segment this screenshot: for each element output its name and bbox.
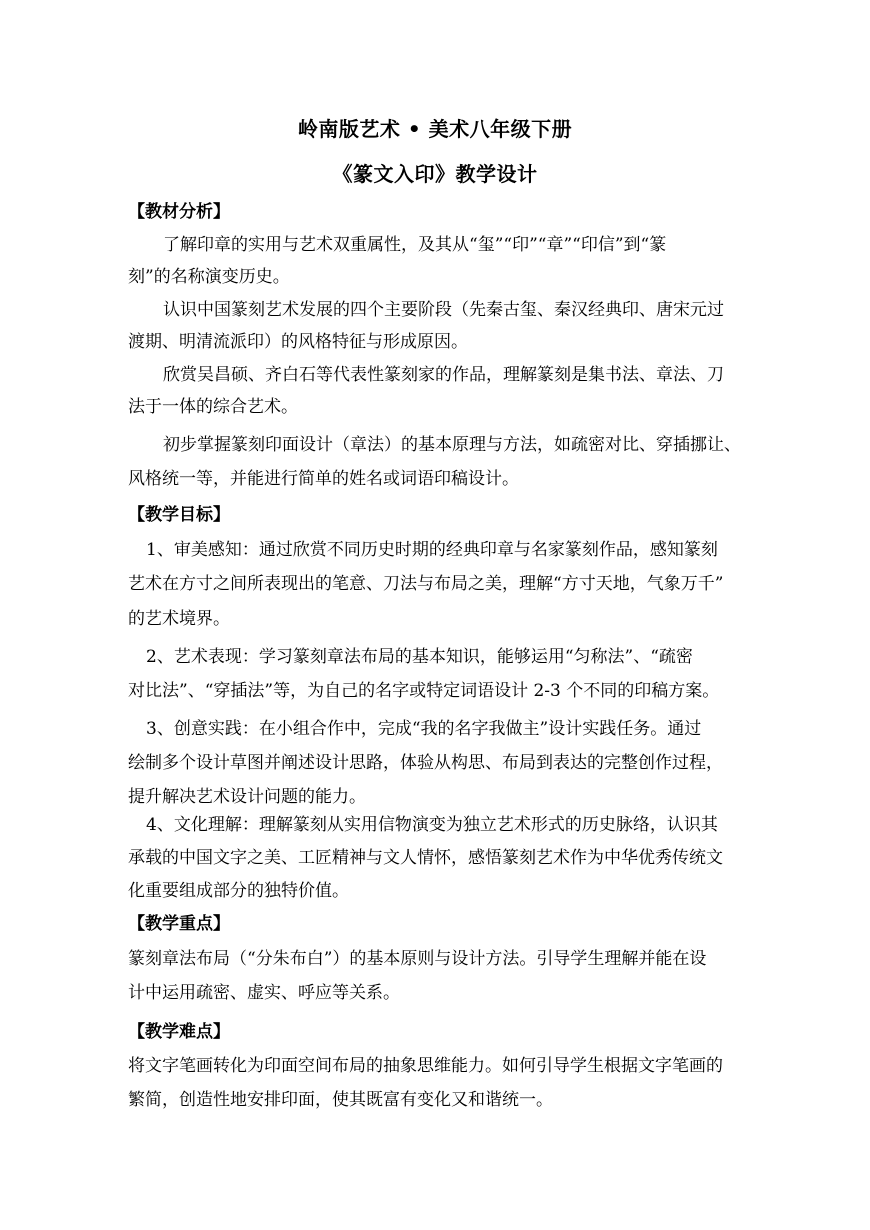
key-point-line: 计中运用疏密、虚实、呼应等关系。	[128, 983, 400, 1003]
analysis-line: 风格统一等，并能进行简单的姓名或词语印稿设计。	[128, 469, 519, 489]
goals-line: 绘制多个设计草图并阐述设计思路，体验从构思、布局到表达的完整创作过程，	[128, 753, 723, 773]
document-title: 岭南版艺术 • 美术八年级下册	[297, 117, 573, 141]
goals-line: 化重要组成部分的独特价值。	[128, 881, 349, 901]
section-heading-analysis: 【教材分析】	[128, 202, 230, 222]
section-heading-difficulty: 【教学难点】	[128, 1022, 230, 1042]
goals-line: 提升解决艺术设计问题的能力。	[128, 787, 366, 807]
goals-line: 4、文化理解：理解篆刻从实用信物演变为独立艺术形式的历史脉络，认识其	[146, 815, 718, 835]
document-subtitle: 《篆文入印》教学设计	[332, 162, 538, 186]
goals-line: 承载的中国文字之美、工匠精神与文人情怀，感悟篆刻艺术作为中华优秀传统文	[128, 848, 723, 868]
goals-line: 的艺术境界。	[128, 609, 230, 629]
difficulty-line: 将文字笔画转化为印面空间布局的抽象思维能力。如何引导学生根据文字笔画的	[128, 1056, 723, 1076]
section-heading-key-point: 【教学重点】	[128, 914, 230, 934]
goals-line: 3、创意实践：在小组合作中，完成“我的名字我做主”设计实践任务。通过	[146, 719, 702, 739]
analysis-line: 刻”的名称演变历史。	[128, 267, 290, 287]
analysis-line: 渡期、明清流派印）的风格特征与形成原因。	[128, 332, 468, 352]
analysis-line: 法于一体的综合艺术。	[128, 397, 298, 417]
analysis-line: 认识中国篆刻艺术发展的四个主要阶段（先秦古玺、秦汉经典印、唐宋元过	[163, 300, 724, 320]
key-point-line: 篆刻章法布局（“分朱布白”）的基本原则与设计方法。引导学生理解并能在设	[128, 949, 707, 969]
goals-line: 2、艺术表现：学习篆刻章法布局的基本知识，能够运用“匀称法”、“疏密	[146, 647, 693, 667]
goals-line: 艺术在方寸之间所表现出的笔意、刀法与布局之美，理解“方寸天地，气象万千”	[128, 574, 724, 594]
analysis-line: 初步掌握篆刻印面设计（章法）的基本原理与方法，如疏密对比、穿插挪让、	[163, 435, 741, 455]
analysis-line: 了解印章的实用与艺术双重属性，及其从“玺”“印”“章”“印信”到“篆	[163, 235, 667, 255]
goals-line: 对比法”、“穿插法”等，为自己的名字或特定词语设计 2-3 个不同的印稿方案。	[128, 681, 720, 701]
difficulty-line: 繁简，创造性地安排印面，使其既富有变化又和谐统一。	[128, 1090, 553, 1110]
goals-line: 1、审美感知：通过欣赏不同历史时期的经典印章与名家篆刻作品，感知篆刻	[146, 540, 718, 560]
section-heading-goals: 【教学目标】	[128, 505, 230, 525]
analysis-line: 欣赏吴昌硕、齐白石等代表性篆刻家的作品，理解篆刻是集书法、章法、刀	[163, 365, 724, 385]
